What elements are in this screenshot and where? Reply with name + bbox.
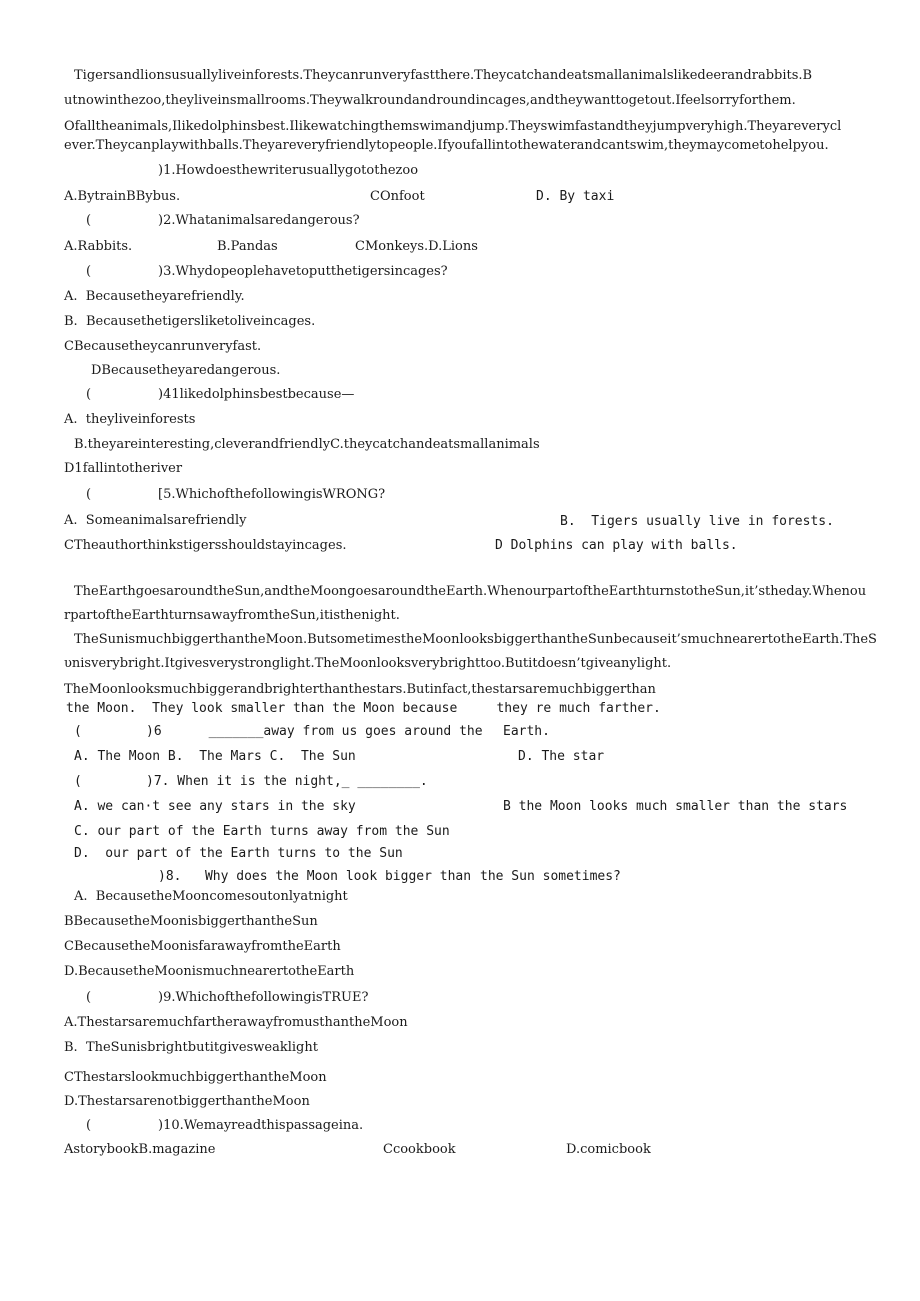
q7-option-b: B the Moon looks much smaller than the stars (503, 799, 848, 814)
q2-paren: ( (86, 213, 92, 228)
q8-option-d: D.BecausetheMoonismuchnearertotheEarth (64, 964, 355, 979)
q7-option-d: D. our part of the Earth turns to the Sun (74, 846, 403, 861)
passage2-line1: TheEarthgoesaroundtheSun,andtheMoongoesaroundtheEarth.WhenourpartoftheEarthturnstotheSun,it’stheday.Whenou (74, 584, 867, 599)
q1-option-ab: A.BytrainBBybus. (64, 189, 181, 204)
q7-option-c: C. our part of the Earth turns away from the Sun (74, 824, 450, 839)
q5-option-a: A. Someanimalsarefriendly (64, 513, 247, 528)
q10-paren: ( (86, 1118, 92, 1133)
q4-option-a: A. theyliveinforests (64, 412, 196, 427)
passage2-line3: TheSunismuchbiggerthantheMoon.ButsometimestheMoonlooksbiggerthantheSunbecauseit’smuchnearertotheEarth.TheS (74, 632, 877, 647)
q7-stem: )7. When it is the night,_ ________. (146, 774, 428, 789)
q8-option-c: CBecausetheMoonisfarawayfromtheEarth (64, 939, 341, 954)
q2-option-cd: CMonkeys.D.Lions (355, 239, 478, 254)
q4-stem: )41likedolphinsbestbecause— (158, 387, 355, 402)
q4-option-d: D1fallintotheriver (64, 461, 183, 476)
passage1-line4: ever.Theycanplaywithballs.Theyareveryfriendlytopeople.Ifyoufallintothewaterandcantswim,theymaycometohelpyou. (64, 138, 829, 153)
q2-option-a: A.Rabbits. (64, 239, 133, 254)
q3-stem: )3.Whydopeoplehavetoputthetigersincages? (158, 264, 448, 279)
q9-option-a: A.ThestarsaremuchfartherawayfromusthantheMoon (64, 1015, 408, 1030)
q6-option-d: D. The star (518, 749, 605, 764)
q3-option-c: CBecausetheycanrunveryfast. (64, 339, 262, 354)
q3-option-a: A. Becausetheyarefriendly. (64, 289, 245, 304)
q2-stem: )2.Whatanimalsaredangerous? (158, 213, 360, 228)
q6-stem-end: Earth. (503, 724, 550, 739)
q7-option-a: A. we can·t see any stars in the sky (74, 799, 356, 814)
q3-option-d: DBecausetheyaredangerous. (91, 363, 281, 378)
passage1-line2: utnowinthezoo,theyliveinsmallrooms.Theywalkroundandroundincages,andtheywanttogetout.Ifeelsorryforthem. (64, 93, 796, 108)
q1-stem: )1.Howdoesthewriterusuallygotothezoo (158, 163, 419, 178)
q1-option-d: D. By taxi (536, 189, 615, 204)
q5-stem: [5.WhichofthefollowingisWRONG? (158, 487, 386, 502)
q8-option-b: BBecausetheMoonisbiggerthantheSun (64, 914, 318, 929)
q10-stem: )10.Wemayreadthispassageina. (158, 1118, 364, 1133)
passage2-line4: υnisverybright.Itgivesverystronglight.TheMoonlooksverybrighttoo.Butitdoesn’tgiveanylight. (64, 656, 672, 671)
passage2-line2: rpartoftheEarthturnsawayfromtheSun,itisthenight. (64, 608, 400, 623)
q4-option-bc: B.theyareinteresting,cleverandfriendlyC.theycatchandeatsmallanimals (74, 437, 540, 452)
q9-option-c: CThestarslookmuchbiggerthantheMoon (64, 1070, 327, 1085)
q8-stem: )8. Why does the Moon look bigger than (158, 869, 472, 884)
q10-option-c: Ccookbook (383, 1142, 456, 1157)
passage1-line3: Ofalltheanimals,Ilikedolphinsbest.Ilikewatchingthemswimandjump.Theyswimfastandtheyjumpveryhigh.Theyareverycl (64, 119, 842, 134)
q1-option-c: COnfoot (370, 189, 425, 204)
passage1-line1: Tigersandlionsusuallyliveinforests.Theycanrunveryfastthere.Theycatchandeatsmallanimalslikedeerandrabbits.B (74, 68, 813, 83)
q10-option-d: D.comicbook (566, 1142, 651, 1157)
q6-stem: )6 _______away from us goes around the (146, 724, 483, 739)
q10-option-ab: AstorybookB.magazine (64, 1142, 216, 1157)
q7-paren: ( (74, 774, 82, 789)
q9-paren: ( (86, 990, 92, 1005)
q3-option-b: B. Becausethetigersliketoliveincages. (64, 314, 316, 329)
q5-option-d: D Dolphins can play with balls. (495, 538, 738, 553)
q5-option-b: B. Tigers usually live in forests. (560, 514, 834, 529)
passage2-line5: TheMoonlooksmuchbiggerandbrighterthanthestars.Butinfact,thestarsaremuchbiggerthan (64, 682, 656, 697)
passage2-line6: the Moon. They look smaller than the Moon because they re much farther. (66, 701, 661, 716)
q9-option-d: D.ThestarsarenotbiggerthantheMoon (64, 1094, 310, 1109)
q5-paren: ( (86, 487, 92, 502)
q3-paren: ( (86, 264, 92, 279)
q8-stem-end: the Sun sometimes? (480, 869, 621, 884)
q8-option-a: A. BecausetheMooncomesoutonlyatnight (74, 889, 348, 904)
q4-paren: ( (86, 387, 92, 402)
q2-option-b: B.Pandas (217, 239, 278, 254)
q6-option-abc: A. The Moon B. The Mars C. The Sun (74, 749, 356, 764)
q9-option-b: B. TheSunisbrightbutitgivesweaklight (64, 1040, 318, 1055)
q5-option-c: CTheauthorthinkstigersshouldstayincages. (64, 538, 347, 553)
q9-stem: )9.WhichofthefollowingisTRUE? (158, 990, 369, 1005)
q6-paren: ( (74, 724, 82, 739)
